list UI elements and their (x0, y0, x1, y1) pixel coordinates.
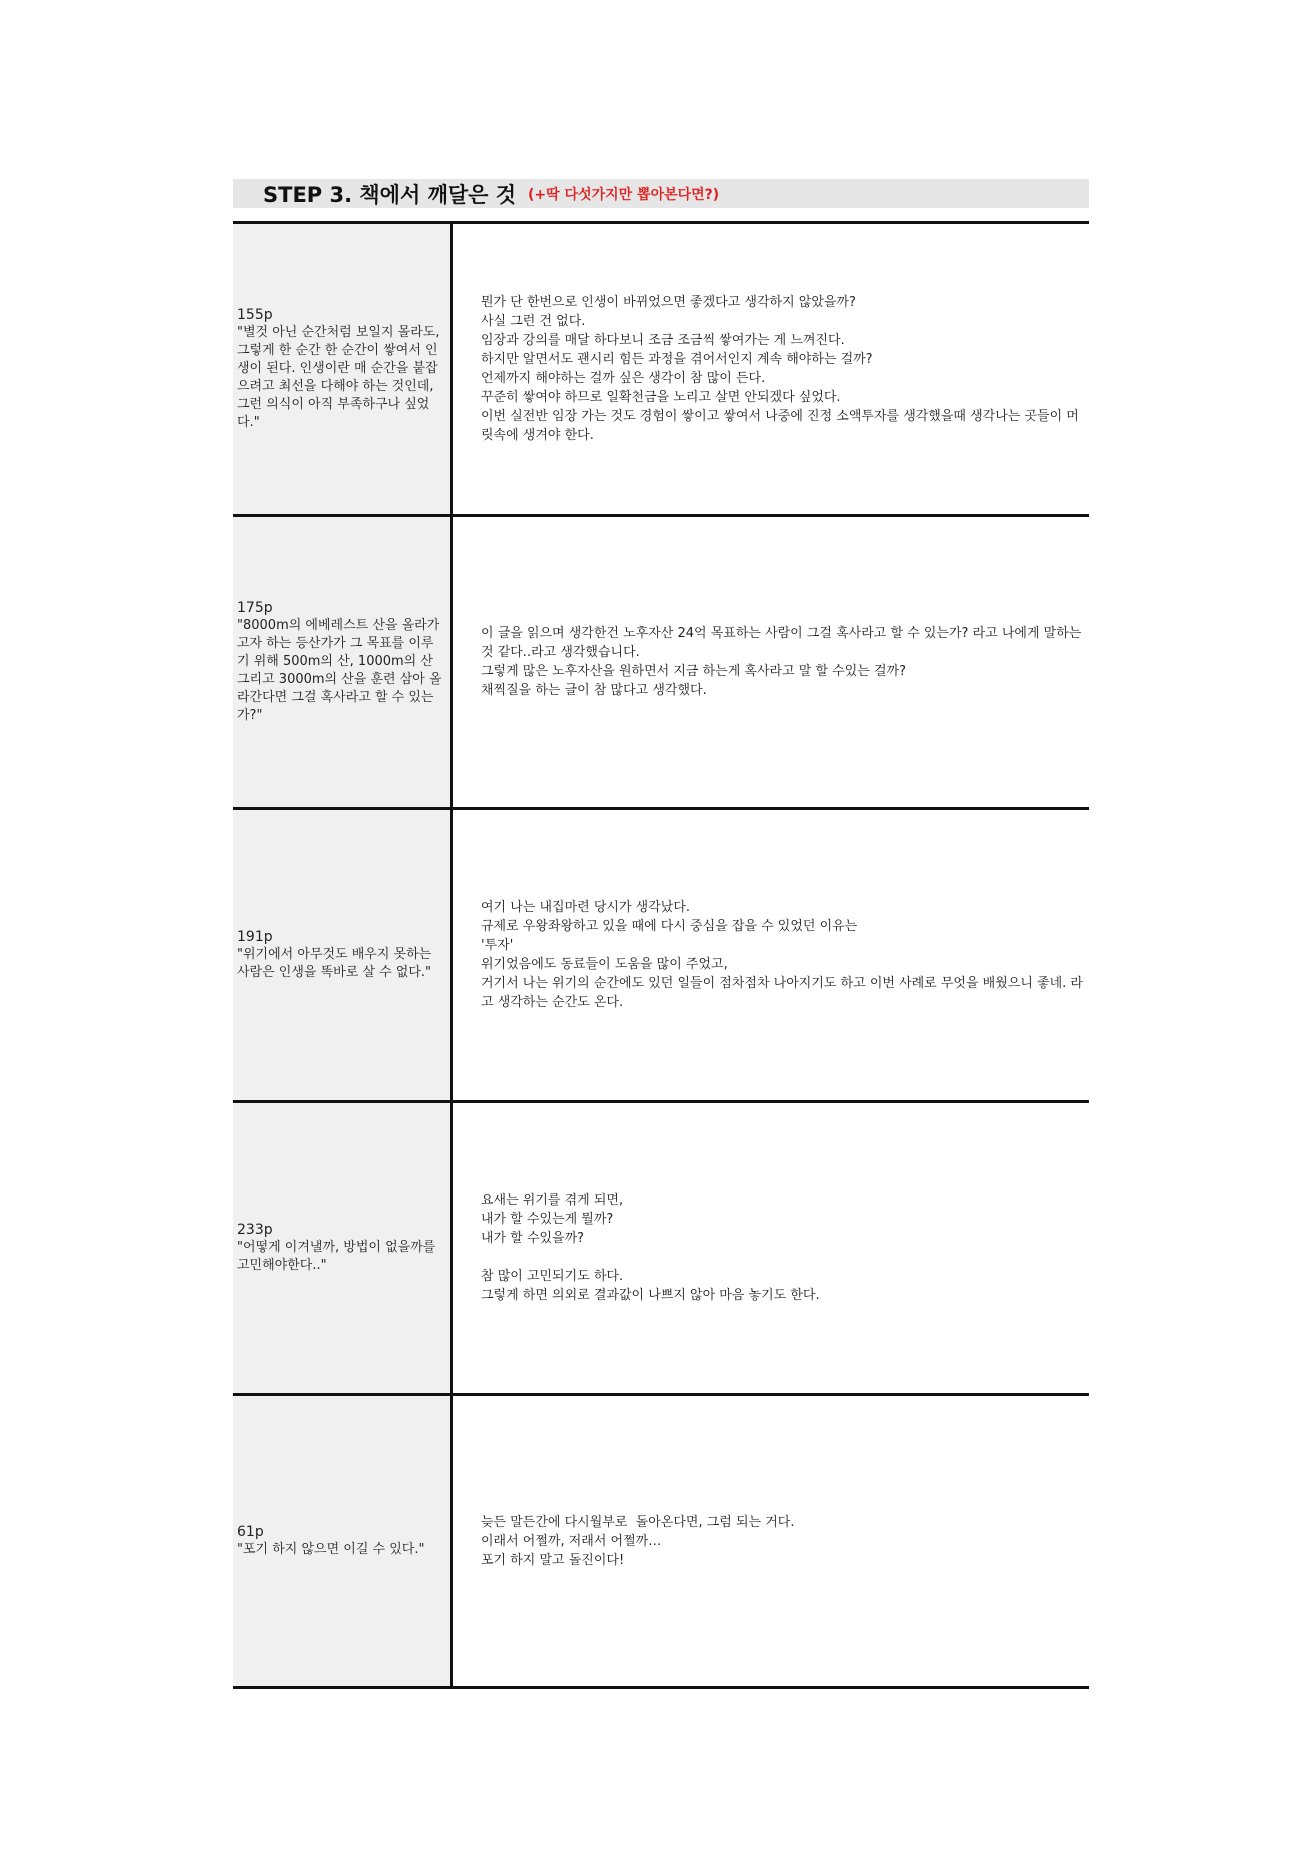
reflection-line: 뭔가 단 한번으로 인생이 바뀌었으면 좋겠다고 생각하지 않았을까? (481, 295, 856, 310)
quote-cell (233, 224, 453, 514)
section-header (233, 179, 1089, 208)
reflection-line: 임장과 강의를 매달 하다보니 조금 조금씩 쌓여가는 게 느껴진다. (481, 333, 845, 348)
insight-table (233, 221, 1089, 1689)
section-subtitle: (+딱 다섯가지만 뽑아본다면?) (528, 186, 720, 203)
reflection-line: 포기 하지 말고 돌진이다! (481, 1552, 625, 1568)
quote-cell (233, 1103, 453, 1393)
quote-cell (233, 517, 453, 807)
reflection-line: 그렇게 많은 노후자산을 원하면서 지금 하는게 혹사라고 말 할 수있는 걸까? (481, 664, 906, 679)
reflection-line: 이래서 어쩔까, 저래서 어쩔까… (481, 1533, 662, 1549)
reflection-line: 언제까지 해야하는 걸까 싶은 생각이 참 많이 든다. (481, 371, 766, 386)
reflection-cell (453, 810, 1089, 1100)
quote-text: "어떻게 이겨낼까, 방법이 없을까를 고민해야한다.." (237, 1240, 436, 1273)
quote-cell (233, 810, 453, 1100)
reflection-cell (453, 517, 1089, 807)
reflection-line: 규제로 우왕좌왕하고 있을 때에 다시 중심을 잡을 수 있었던 이유는 (481, 919, 858, 934)
reflection-line: 그렇게 하면 의외로 결과값이 나쁘지 않아 마음 놓기도 한다. (481, 1288, 820, 1303)
page-number: 191p (237, 929, 273, 945)
table-row (233, 807, 1089, 1100)
reflection-line: 위기었음에도 동료들이 도움을 많이 주었고, (481, 957, 728, 972)
quote-text: "위기에서 아무것도 배우지 못하는 사람은 인생을 똑바로 살 수 없다." (237, 947, 432, 980)
quote-text: "포기 하지 않으면 이길 수 있다." (237, 1542, 425, 1557)
reflection-line: 늦든 말든간에 다시월부로 돌아온다면, 그럼 되는 거다. (481, 1514, 795, 1530)
quote-text: "별것 아닌 순간처럼 보일지 몰라도, 그렇게 한 순간 한 순간이 쌓여서 인생이 된다. 인생이란 매 순간을 붙잡으려고 최선을 다해야 하는 것인데, 그런 의식이 아직 부족하구나 싶었다." (237, 325, 440, 430)
table-row (233, 1393, 1089, 1689)
reflection-line: 참 많이 고민되기도 하다. (481, 1269, 624, 1284)
reflection-line: 채찍질을 하는 글이 참 많다고 생각했다. (481, 683, 707, 698)
table-row (233, 1100, 1089, 1393)
section-title: STEP 3. 책에서 깨달은 것 (263, 182, 517, 207)
reflection-line: '투자' (481, 938, 514, 953)
table-row (233, 514, 1089, 807)
reflection-cell (453, 1396, 1089, 1686)
reflection-line: 내가 할 수있는게 뭘까? (481, 1212, 614, 1227)
page-number: 233p (237, 1222, 273, 1238)
reflection-line: 거기서 나는 위기의 순간에도 있던 일들이 점차점차 나아지기도 하고 이번 사례로 무엇을 배웠으니 좋네. 라고 생각하는 순간도 온다. (481, 976, 1083, 1010)
table-row (233, 221, 1089, 514)
page-number: 61p (237, 1524, 264, 1540)
page-number: 155p (237, 307, 273, 323)
reflection-line: 내가 할 수있을까? (481, 1231, 585, 1246)
reflection-cell (453, 1103, 1089, 1393)
quote-text: "8000m의 에베레스트 산을 올라가고자 하는 등산가가 그 목표를 이루기 위해 500m의 산, 1000m의 산 그리고 3000m의 산을 훈련 삼아 올라간다면 그걸 혹사라고 할 수 있는가?" (237, 618, 442, 723)
page-number: 175p (237, 600, 273, 616)
reflection-line: 하지만 알면서도 괜시리 힘든 과정을 겪어서인지 계속 해야하는 걸까? (481, 352, 873, 367)
reflection-line: 꾸준히 쌓여야 하므로 일확천금을 노리고 살면 안되겠다 싶었다. (481, 390, 841, 405)
reflection-line: 이 글을 읽으며 생각한건 노후자산 24억 목표하는 사람이 그걸 혹사라고 할 수 있는가? 라고 나에게 말하는 것 같다..라고 생각했습니다. (481, 626, 1086, 660)
reflection-cell (453, 224, 1089, 514)
quote-cell (233, 1396, 453, 1686)
reflection-line (481, 1248, 1083, 1267)
reflection-line: 이번 실전반 임장 가는 것도 경험이 쌓이고 쌓여서 나중에 진정 소액투자를 생각했을때 생각나는 곳들이 머릿속에 생겨야 한다. (481, 409, 1079, 443)
reflection-line: 요새는 위기를 겪게 되면, (481, 1193, 624, 1208)
reflection-line: 사실 그런 건 없다. (481, 314, 586, 329)
reflection-line: 여기 나는 내집마련 당시가 생각났다. (481, 900, 691, 915)
